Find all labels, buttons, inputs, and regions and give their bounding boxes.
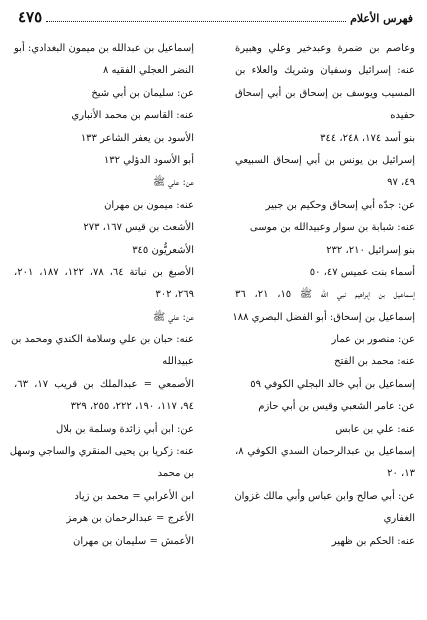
index-entry-line: المسيب ويوسف بن إسحاق بن أبي إسحاق xyxy=(235,87,415,99)
index-entry-line: عن: سليمان بن أبي شيخ xyxy=(91,87,194,99)
index-entry-line: عن: علي ﷺ xyxy=(153,311,194,323)
index-entry-line: أبو الأسود الدؤلي ١٣٢ xyxy=(103,154,194,166)
index-entry-line: عبيدالله xyxy=(162,356,194,368)
index-entry-line: الأعمش = سليمان بن مهران xyxy=(73,535,194,547)
index-entry-line: إسماعيل بن أبي خالد البجلي الكوفي ٥٩ xyxy=(250,378,415,390)
index-entry-line: أسماء بنت عميس ٤٧، ٥٠ xyxy=(309,266,415,278)
index-entry-line: ٢٦٩، ٣٠٢ xyxy=(155,289,194,301)
index-entry-line: عنه: حبان بن علي وسلامة الكندي ومحمد بن xyxy=(11,334,194,346)
index-entry-line: الأشعث بن قيس ١٦٧، ٢٧٣ xyxy=(83,222,194,234)
index-entry-line: عنه: الحكم بن ظهير xyxy=(331,535,415,547)
index-entry-line: حفيده xyxy=(390,110,415,122)
index-entry-line: النضر العجلي الفقيه ٨ xyxy=(102,65,194,77)
index-entry-line: بنو إسرائيل ٢١٠، ٢٣٢ xyxy=(326,244,415,256)
index-entry-line: عنه: إسرائيل وسفيان وشريك والعلاء بن xyxy=(235,65,415,77)
index-entry-line: عن: جدّه أبي إسحاق وحكيم بن جبير xyxy=(265,199,415,211)
index-entry-line: عنه: شبابة بن سوار وعبيدالله بن موسى xyxy=(249,222,415,234)
index-entry-line: بن محمد xyxy=(157,468,194,480)
page-number: ٤٧٥ xyxy=(18,8,43,26)
index-entry-line: عن: أبي صالح وابن عباس وأبي مالك غزوان xyxy=(234,490,415,502)
index-entry-line: إسماعيل بن إبراهيم نبي الله ﷺ ١٥، ٢١، ٣٦ xyxy=(235,289,415,301)
index-entry-line: الغفاري xyxy=(383,513,415,525)
left-column xyxy=(9,38,194,553)
index-entry-line: ٩٤، ١١٧، ١٩٠، ٢٢٢، ٢٥٥، ٣٢٩ xyxy=(70,401,194,413)
page-header xyxy=(18,8,413,32)
index-entry-line: عنه: علي بن عابس xyxy=(335,423,415,435)
index-entry-line: ١٣، ٢٠ xyxy=(387,468,415,480)
right-column xyxy=(232,38,415,553)
index-entry-line: إسماعيل بن عبدالله بن ميمون البغدادي: أبو xyxy=(14,43,194,54)
index-entry-line: الأسود بن يعفر الشاعر ١٣٣ xyxy=(80,132,194,144)
index-entry-line: ابن الأعرابي = محمد بن زياد xyxy=(74,490,194,502)
index-entry-line: عن: عامر الشعبي وقيس بن أبي حازم xyxy=(258,401,415,413)
index-entry-line: ٤٩، ٩٧ xyxy=(387,177,415,189)
index-entry-line: وعاصم بن ضمرة وعبدخير وعلي وهبيرة xyxy=(235,43,415,54)
index-entry-line: الأصبغ بن نباتة ٦٤، ٧٨، ١٢٢، ١٨٧، ٢٠١، xyxy=(14,266,194,278)
index-entry-line: عنه: زكريا بن يحيى المنقري والساجي وسهل xyxy=(9,446,194,458)
index-entry-line: عنه: محمد بن الفتح xyxy=(334,356,415,368)
running-title: فهرس الأعلام xyxy=(350,12,413,25)
index-entry-line: الأصمعي = عبدالملك بن قريب ١٧، ٦٣، xyxy=(14,378,194,390)
index-entry-line: عن: منصور بن عمار xyxy=(331,334,415,346)
index-entry-line: الأشعريُّون ٣٤٥ xyxy=(132,244,194,256)
index-entry-line: إسرائيل بن يونس بن أبي إسحاق السبيعي xyxy=(235,154,415,166)
index-entry-line: عنه: ميمون بن مهران xyxy=(104,199,194,211)
index-entry-line: عنه: القاسم بن محمد الأنباري xyxy=(71,110,194,122)
index-entry-line: عن: علي ﷺ xyxy=(153,177,194,189)
index-entry-line: عن: ابن أبي زائدة وسلمة بن بلال xyxy=(55,423,194,435)
index-entry-line: إسماعيل بن إسحاق: أبو الفضل البصري ١٨٨ xyxy=(232,311,415,323)
index-entry-line: إسماعيل بن عبدالرحمان السدي الكوفي ٨، xyxy=(235,446,415,458)
index-entry-line: الأعرج = عبدالرحمان بن هرمز xyxy=(66,513,194,525)
index-entry-line: بنو أسد ١٧٤، ٢٤٨، ٣٤٤ xyxy=(320,132,415,144)
dotted-leader xyxy=(46,21,346,22)
